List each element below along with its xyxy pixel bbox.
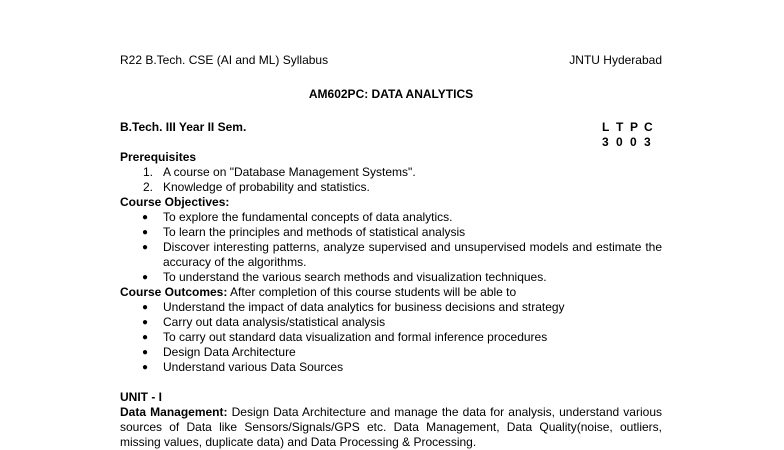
prerequisites-heading: Prerequisites xyxy=(120,150,197,164)
ltpc-value: 0 xyxy=(616,135,623,149)
bullet-icon: ● xyxy=(142,317,149,328)
bullet-icon: ● xyxy=(142,347,149,358)
list-item xyxy=(120,360,662,375)
list-item xyxy=(120,165,662,180)
ltpc-values xyxy=(602,135,658,150)
objective-text: To learn the principles and methods of statistical analysis xyxy=(163,225,466,239)
list-number: 2. xyxy=(143,180,154,194)
university-name: JNTU Hyderabad xyxy=(569,53,662,67)
outcomes-intro: After completion of this course students will be able to xyxy=(227,285,517,299)
ltpc-table xyxy=(602,120,658,150)
outcome-text: Design Data Architecture xyxy=(163,345,296,359)
objectives-heading: Course Objectives: xyxy=(120,195,230,209)
bullet-icon: ● xyxy=(142,212,149,223)
page-header xyxy=(120,53,662,68)
list-number: 1. xyxy=(143,165,154,179)
bullet-icon: ● xyxy=(142,302,149,313)
outcomes-heading: Course Outcomes: xyxy=(120,285,228,299)
prerequisite-text: A course on "Database Management Systems". xyxy=(163,165,416,179)
objective-text: To explore the fundamental concepts of data analytics. xyxy=(163,210,453,224)
bullet-icon: ● xyxy=(142,242,149,253)
objectives-list xyxy=(120,210,662,285)
ltpc-letter: P xyxy=(630,120,639,134)
unit-paragraph xyxy=(120,405,662,450)
outcomes-list xyxy=(120,300,662,375)
ltpc-value: 3 xyxy=(602,135,609,149)
list-item xyxy=(120,330,662,345)
unit-heading: UNIT - I xyxy=(120,390,162,404)
bullet-icon: ● xyxy=(142,362,149,373)
list-item xyxy=(120,240,662,270)
prerequisite-text: Knowledge of probability and statistics. xyxy=(163,180,370,194)
outcome-text: To carry out standard data visualization and formal inference procedures xyxy=(163,330,548,344)
list-item xyxy=(120,300,662,315)
list-item xyxy=(120,315,662,330)
unit-lead: Data Management: xyxy=(120,405,228,419)
list-item xyxy=(120,210,662,225)
objective-text: Discover interesting patterns, analyze supervised and unsupervised models and estimate the accuracy of the algorithms. xyxy=(163,240,662,269)
list-item xyxy=(120,345,662,360)
ltpc-letter: C xyxy=(644,120,653,134)
outcomes-intro-line xyxy=(120,285,662,300)
syllabus-name: R22 B.Tech. CSE (AI and ML) Syllabus xyxy=(120,53,329,67)
year-row xyxy=(120,120,662,149)
ltpc-letters xyxy=(602,120,658,135)
outcome-text: Understand various Data Sources xyxy=(163,360,344,374)
bullet-icon: ● xyxy=(142,332,149,343)
spacer xyxy=(120,375,662,390)
objective-text: To understand the various search methods and visualization techniques. xyxy=(163,270,547,284)
list-item xyxy=(120,270,662,285)
list-item xyxy=(120,180,662,195)
prerequisites-list xyxy=(120,165,662,195)
year-semester: B.Tech. III Year II Sem. xyxy=(120,120,247,134)
outcome-text: Understand the impact of data analytics for business decisions and strategy xyxy=(163,300,565,314)
outcome-text: Carry out data analysis/statistical analysis xyxy=(163,315,386,329)
course-title: AM602PC: DATA ANALYTICS xyxy=(308,87,474,101)
ltpc-value: 3 xyxy=(644,135,651,149)
bullet-icon: ● xyxy=(142,227,149,238)
syllabus-body xyxy=(120,150,662,450)
ltpc-letter: L xyxy=(602,120,610,134)
ltpc-letter: T xyxy=(616,120,624,134)
ltpc-value: 0 xyxy=(630,135,637,149)
bullet-icon: ● xyxy=(142,272,149,283)
unit-text: Design Data Architecture and manage the data for analysis, understand various sources of Data like Sensors/Signals/GPS etc. Data Management, Data Quality(noise, outliers, missing values, duplicate data) and Data Processing & Processing. xyxy=(120,405,662,449)
list-item xyxy=(120,225,662,240)
